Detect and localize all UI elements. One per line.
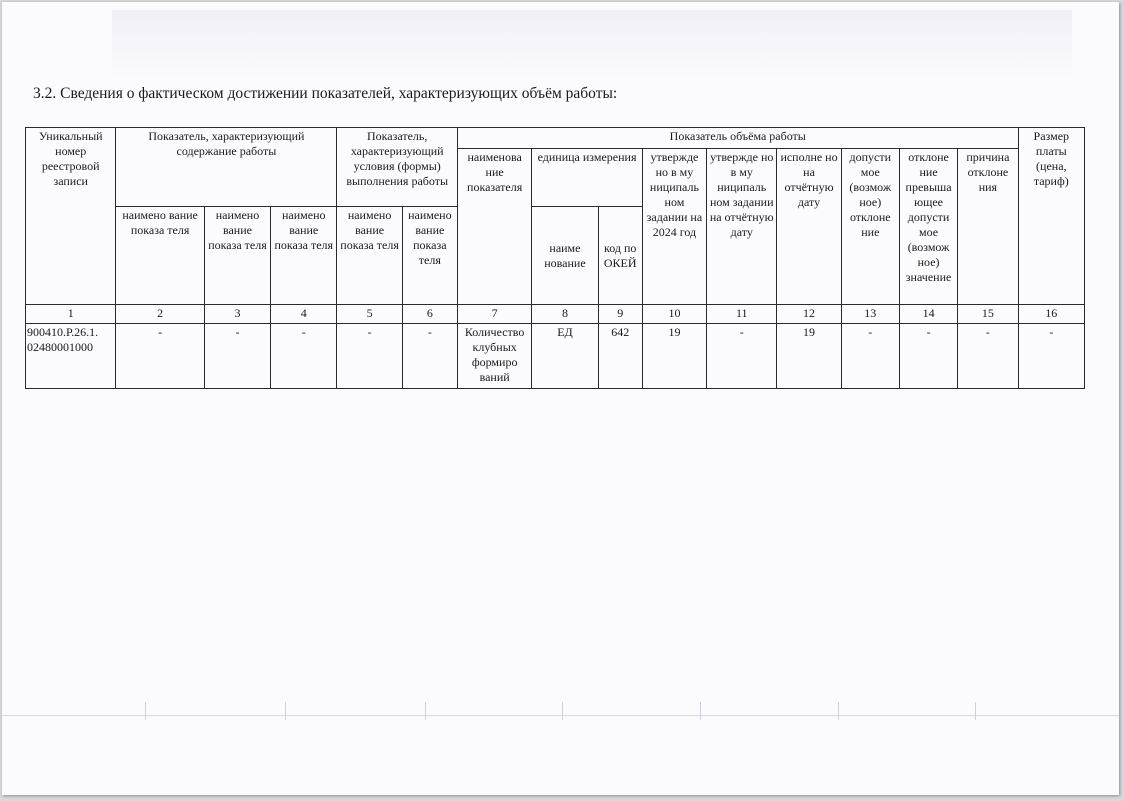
header-sub-name-3: наимено вание показа теля xyxy=(204,207,270,305)
header-row-1 xyxy=(26,128,1085,149)
header-sub-name-2: наимено вание показа теля xyxy=(116,207,204,305)
col-number: 2 xyxy=(116,305,204,324)
header-conditions-indicator: Показатель, характеризующий условия (формы) выполнения работы xyxy=(337,128,458,207)
section-heading: 3.2. Сведения о фактическом достижении показателей, характеризующих объём работы: xyxy=(33,85,618,102)
header-sub-name-4: наимено вание показа теля xyxy=(271,207,337,305)
col-number: 16 xyxy=(1018,305,1084,324)
header-approved-date: утвержде но в му ниципаль ном задании на отчётную дату xyxy=(707,149,777,305)
scan-shading xyxy=(112,10,1072,80)
col-number: 4 xyxy=(271,305,337,324)
cell-c4: - xyxy=(271,324,337,389)
header-volume-indicator: Показатель объёма работы xyxy=(457,128,1018,149)
cell-executed: 19 xyxy=(777,324,841,389)
table-row xyxy=(26,324,1085,389)
scan-artifact-tick xyxy=(975,702,976,720)
header-registry-number: Уникальный номер реестровой записи xyxy=(26,128,116,305)
cell-approved-date: - xyxy=(707,324,777,389)
cell-c3: - xyxy=(204,324,270,389)
cell-indicator-name: Количество клубных формиро ваний xyxy=(457,324,531,389)
cell-approved-year: 19 xyxy=(642,324,706,389)
col-number: 12 xyxy=(777,305,841,324)
header-indicator-name: наименова ние показателя xyxy=(457,149,531,305)
header-okei-code: код по ОКЕЙ xyxy=(598,207,642,305)
cell-c6: - xyxy=(402,324,457,389)
header-sub-name-5: наимено вание показа теля xyxy=(337,207,402,305)
cell-c5: - xyxy=(337,324,402,389)
registry-number-cell: 900410.Р.26.1. 02480001000 xyxy=(26,324,116,389)
header-allowed-deviation: допусти мое (возмож ное) отклоне ние xyxy=(841,149,899,305)
col-number: 11 xyxy=(707,305,777,324)
col-number: 7 xyxy=(457,305,531,324)
col-number: 8 xyxy=(532,305,598,324)
scan-artifact-tick xyxy=(562,702,563,720)
scan-artifact-tick xyxy=(838,702,839,720)
header-deviation-reason: причина отклоне ния xyxy=(958,149,1018,305)
scan-artifact-line xyxy=(2,715,1119,716)
col-number: 15 xyxy=(958,305,1018,324)
col-number: 1 xyxy=(26,305,116,324)
volume-indicators-table xyxy=(25,127,1085,389)
header-approved-year: утвержде но в му ниципаль ном задании на 2024 год xyxy=(642,149,706,305)
header-content-indicator: Показатель, характеризующий содержание работы xyxy=(116,128,337,207)
col-number: 3 xyxy=(204,305,270,324)
cell-unit-name: ЕД xyxy=(532,324,598,389)
cell-okei-code: 642 xyxy=(598,324,642,389)
col-number: 10 xyxy=(642,305,706,324)
col-number: 9 xyxy=(598,305,642,324)
scan-artifact-tick xyxy=(425,702,426,720)
document-page xyxy=(2,2,1119,795)
header-sub-name-6: наимено вание показа теля xyxy=(402,207,457,305)
cell-allowed-deviation: - xyxy=(841,324,899,389)
cell-c2: - xyxy=(116,324,204,389)
col-number: 13 xyxy=(841,305,899,324)
column-numbers-row xyxy=(26,305,1085,324)
header-executed: исполне но на отчётную дату xyxy=(777,149,841,305)
header-fee-size: Размер платы (цена, тариф) xyxy=(1018,128,1084,305)
header-unit-name: наиме нование xyxy=(532,207,598,305)
scan-artifact-tick xyxy=(700,702,701,720)
cell-exceeding-deviation: - xyxy=(899,324,957,389)
col-number: 14 xyxy=(899,305,957,324)
cell-deviation-reason: - xyxy=(958,324,1018,389)
header-exceeding-deviation: отклоне ние превыша ющее допусти мое (возмож ное) значение xyxy=(899,149,957,305)
scan-artifact-tick xyxy=(285,702,286,720)
scan-artifact-tick xyxy=(145,702,146,720)
header-unit: единица измерения xyxy=(532,149,643,207)
col-number: 6 xyxy=(402,305,457,324)
col-number: 5 xyxy=(337,305,402,324)
cell-fee-size: - xyxy=(1018,324,1084,389)
